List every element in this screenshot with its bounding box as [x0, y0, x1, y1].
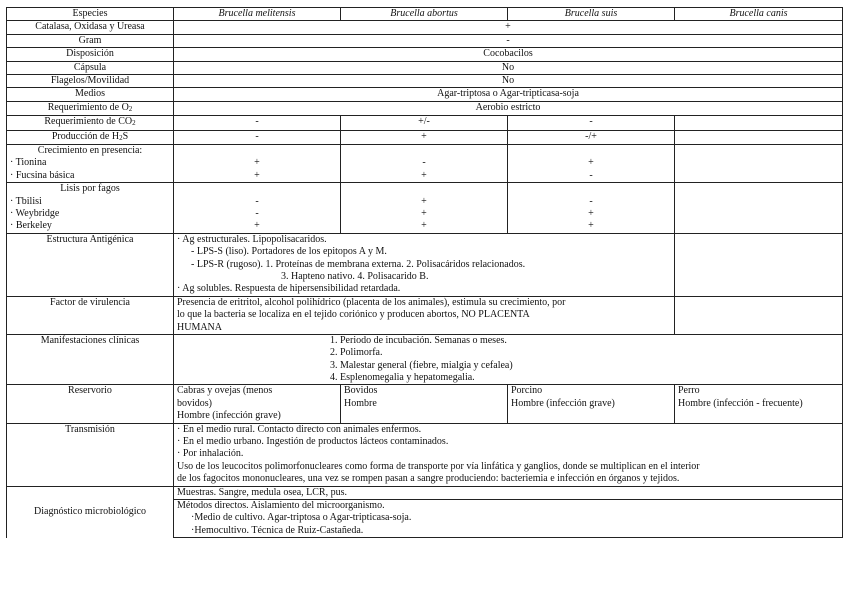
row-co2 — [7, 116, 843, 130]
row-label: Manifestaciones clínicas — [7, 334, 174, 385]
cell-canis — [675, 130, 843, 144]
diagnostico-muestras: Muestras. Sangre, medula osea, LCR, pus. — [174, 486, 843, 499]
text-line: · En el medio rural. Contacto directo con animales enfermos. — [177, 423, 422, 435]
value: + — [421, 208, 427, 220]
value: + — [421, 220, 427, 232]
species-melitensis: Brucella melitensis — [174, 8, 341, 21]
row-h2s — [7, 130, 843, 144]
label-subscript: 2 — [119, 133, 123, 142]
row-value: No — [174, 61, 843, 74]
row-capsula — [7, 61, 843, 74]
text-line: HUMANA — [177, 321, 222, 333]
value — [678, 196, 839, 208]
cell-melitensis — [174, 183, 341, 234]
text-line: de los fagocitos mononucleares, una vez se rompen pasan a sangre produciendo: bacteriemia e infección en órganos y tejidos. — [177, 473, 680, 485]
value: - — [422, 157, 426, 169]
value: - — [255, 195, 259, 207]
text-line: 3. Malestar general (fiebre, mialgia y cefalea) — [330, 359, 513, 371]
lisis-labels — [7, 183, 174, 234]
text-line: 4. Esplenomegalia y hepatomegalia. — [330, 372, 475, 384]
text-line: bovidos) — [177, 397, 212, 409]
cell-suis — [508, 183, 675, 234]
row-value: Aerobio estricto — [174, 101, 843, 115]
value: + — [254, 157, 260, 169]
row-label — [7, 116, 174, 130]
cell-abortus: + — [341, 130, 508, 144]
lisis-item: · Weybridge — [10, 208, 60, 220]
label-subscript: 2 — [128, 104, 133, 113]
row-label: Reservorio — [7, 385, 174, 423]
value: + — [421, 195, 427, 207]
diagnostico-metodos — [174, 500, 843, 538]
value: - — [589, 169, 593, 181]
reservorio-suis — [508, 385, 675, 423]
text-line: ·Medio de cultivo. Agar-triptosa o Agar-tripticasa-soja. — [191, 512, 412, 524]
cell-suis: - — [508, 116, 675, 130]
reservorio-canis — [675, 385, 843, 423]
row-label: Disposición — [7, 48, 174, 61]
row-label: Diagnóstico microbiológico — [7, 486, 174, 538]
text-line: 1. Periodo de incubación. Semanas o meses. — [330, 334, 507, 346]
text-line: · Ag estructurales. Lipopolisacaridos. — [177, 233, 327, 245]
cell-canis — [675, 116, 843, 130]
text-line: 3. Hapteno nativo. 4. Polisacarido B. — [281, 270, 429, 282]
cell-abortus — [341, 183, 508, 234]
lisis-title: Lisis por fagos — [60, 183, 120, 195]
row-virulencia — [7, 296, 843, 334]
crecimiento-title: Crecimiento en presencia: — [37, 145, 143, 157]
row-estructura — [7, 233, 843, 296]
value: + — [588, 208, 594, 220]
row-label: Cápsula — [7, 61, 174, 74]
brucella-table — [6, 7, 843, 538]
row-diagnostico-muestras — [7, 486, 843, 499]
label-subscript: 2 — [132, 119, 136, 128]
cell-canis — [675, 183, 843, 234]
row-manifestaciones — [7, 334, 843, 385]
label-text: Requerimiento de O — [47, 101, 129, 113]
row-transmision — [7, 423, 843, 486]
header-row — [7, 8, 843, 21]
virulencia-content — [174, 296, 675, 334]
value: + — [421, 169, 427, 181]
row-label: Transmisión — [7, 423, 174, 486]
row-disposicion — [7, 48, 843, 61]
row-crecimiento — [7, 145, 843, 183]
value — [678, 208, 839, 220]
row-label: Medios — [7, 88, 174, 101]
manifestaciones-content — [174, 334, 843, 385]
row-gram — [7, 34, 843, 47]
reservorio-melitensis — [174, 385, 341, 423]
label-text: Requerimiento de CO — [44, 116, 133, 128]
estructura-content — [174, 233, 675, 296]
text-line: Cabras y ovejas (menos — [177, 385, 273, 397]
row-value: Cocobacilos — [174, 48, 843, 61]
text-line: lo que la bacteria se localiza en el tejido coriónico y producen abortos, NO PLACENTA — [177, 309, 530, 321]
cell-melitensis: - — [174, 130, 341, 144]
text-line: - LPS-S (liso). Portadores de los epitopos A y M. — [191, 246, 387, 258]
value: + — [588, 157, 594, 169]
cell-canis — [675, 145, 843, 183]
text-line: · Por inhalación. — [177, 448, 244, 460]
empty-cell — [675, 296, 843, 334]
row-value: - — [174, 34, 843, 47]
row-label — [7, 130, 174, 144]
value: - — [589, 195, 593, 207]
cell-melitensis: - — [174, 116, 341, 130]
text-line: Porcino — [511, 385, 543, 397]
value: + — [254, 169, 260, 181]
transmision-content — [174, 423, 843, 486]
row-value: + — [174, 21, 843, 34]
crecimiento-item: · Tionina — [10, 157, 47, 169]
text-line: Hombre (infección - frecuente) — [678, 397, 803, 409]
text-line: · Ag solubles. Respuesta de hipersensibilidad retardada. — [177, 283, 401, 295]
cell-melitensis — [174, 145, 341, 183]
row-flagelos — [7, 75, 843, 88]
text-line: Uso de los leucocitos polimorfonucleares como forma de transporte por vía linfática y ganglios, donde se multiplican en el interior — [177, 460, 700, 472]
text-line: 2. Polimorfa. — [330, 347, 383, 359]
row-label: Factor de virulencia — [7, 296, 174, 334]
lisis-item: · Berkeley — [10, 220, 52, 232]
crecimiento-labels — [7, 145, 174, 183]
label-text: Producción de H — [51, 130, 120, 142]
reservorio-abortus — [341, 385, 508, 423]
row-label: Gram — [7, 34, 174, 47]
text-line: Métodos directos. Aislamiento del microorganismo. — [177, 500, 385, 512]
row-medios — [7, 88, 843, 101]
text-line: Perro — [678, 385, 700, 397]
text-line: Hombre — [344, 397, 377, 409]
value: + — [254, 220, 260, 232]
text-line: · En el medio urbano. Ingestión de productos lácteos contaminados. — [177, 436, 449, 448]
species-canis: Brucella canis — [675, 8, 843, 21]
cell-suis: -/+ — [508, 130, 675, 144]
row-value: No — [174, 75, 843, 88]
row-catalasa — [7, 21, 843, 34]
empty-cell — [675, 233, 843, 296]
row-label: Flagelos/Movilidad — [7, 75, 174, 88]
text-line: Presencia de eritritol, alcohol polihídrico (placenta de los animales), estimula su crecimiento, por — [177, 296, 566, 308]
value — [678, 220, 839, 232]
cell-abortus — [341, 145, 508, 183]
value: - — [255, 208, 259, 220]
crecimiento-item: · Fucsina básica — [10, 169, 75, 181]
lisis-item: · Tbilisi — [10, 195, 42, 207]
text-line: ·Hemocultivo. Técnica de Ruiz-Castañeda. — [191, 524, 364, 536]
row-value: Agar-triptosa o Agar-tripticasa-soja — [174, 88, 843, 101]
text-line: Hombre (infección grave) — [177, 410, 281, 422]
row-o2 — [7, 101, 843, 115]
text-line: Bovidos — [344, 385, 378, 397]
row-label: Catalasa, Oxidasa y Ureasa — [7, 21, 174, 34]
label-text-post: S — [122, 130, 129, 142]
row-reservorio — [7, 385, 843, 423]
value — [678, 157, 839, 169]
text-line: Hombre (infección grave) — [511, 397, 615, 409]
species-suis: Brucella suis — [508, 8, 675, 21]
cell-suis — [508, 145, 675, 183]
species-abortus: Brucella abortus — [341, 8, 508, 21]
species-header: Especies — [7, 8, 174, 21]
cell-abortus: +/- — [341, 116, 508, 130]
text-line: - LPS-R (rugoso). 1. Proteínas de membrana externa. 2. Polisacáridos relacionados. — [191, 258, 526, 270]
row-lisis — [7, 183, 843, 234]
row-label — [7, 101, 174, 115]
value — [678, 170, 839, 182]
document-page — [6, 7, 842, 538]
row-label: Estructura Antigénica — [7, 233, 174, 296]
value: + — [588, 220, 594, 232]
